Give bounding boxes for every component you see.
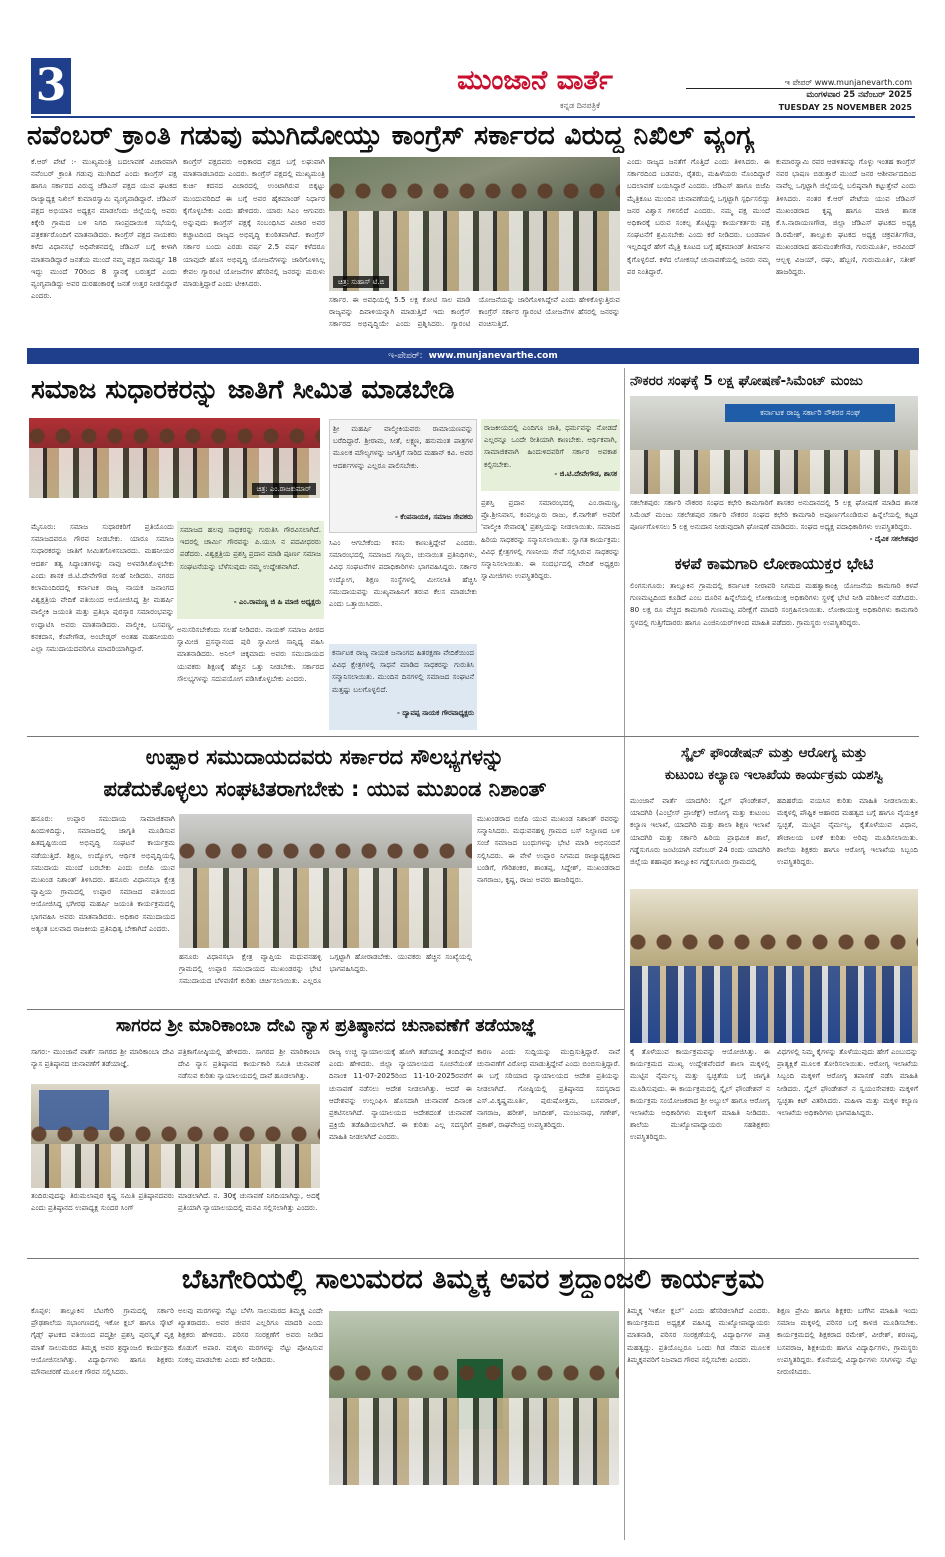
story3-headline: ನೌಕರರ ಸಂಘಕ್ಕೆ 5 ಲಕ್ಷ ಘೋಷಣೆ-ಸಿಮೆಂಟ್ ಮಂಜು bbox=[630, 373, 863, 389]
story6-col-bottom2: ವಿಧಗಳಲ್ಲಿ ನಿಮ್ಮ ಕೈಗಳನ್ನು ತೊಳೆಯುವುದು ಹೇಗೆ ಎಂಬುದನ್ನು ಪ್ರಾತ್ಯಕ್ಷಿಕೆ ಮೂಲಕ ತೋರಿಸಲಾಯಿತು. ಆರೋಗ್ಯ ಇಲಾಖೆಯ ಸಿಬ್ಬಂದಿ ಮಕ್ಕಳಿಗೆ ಆರೋಗ್ಯ ತಪಾಸಣೆ ನಡೆಸಿ ಮಾಹಿತಿ ನೀಡಿದರು. ಸ್ಕೈಲ್ ಫೌಂಡೇಶನ್ ನ ಸ್ವಯಂಸೇವಕರು ಮಕ್ಕಳಿಗೆ ಸ್ವಚ್ಛತಾ ಕಿಟ್ ವಿತರಿಸಿದರು. ಮಹಿಳಾ ಮತ್ತು ಮಕ್ಕಳ ಕಲ್ಯಾಣ ಇಲಾಖೆಯ ಅಧಿಕಾರಿಗಳು ಭಾಗವಹಿಸಿದ್ದರು. bbox=[777, 1047, 918, 1118]
story3-body: ಸಕಲೇಶಪುರ: ಸರ್ಕಾರಿ ನೌಕರರ ಸಂಘದ ಕಛೇರಿ ಕಾಮಗಾರಿಗೆ ಶಾಸಕರ ಅನುದಾನದಲ್ಲಿ 5 ಲಕ್ಷ ಘೋಷಣೆ ಮಾಡಿದ ಶಾಸಕ ಸಿಮೆಂಟ್ ಮಂಜು ಸಕಲೇಶಪುರ ಸರ್ಕಾರಿ ನೌಕರರ ಸಂಘದ ಕಛೇರಿ ಕಾಮಗಾರಿ ಅಪೂರ್ಣಗೊಂಡಿರುವ ಹಿನ್ನೆಲೆಯಲ್ಲಿ ಕಟ್ಟಡ ಪೂರ್ಣಗೊಳಿಸಲು 5 ಲಕ್ಷ ಅನುದಾನ ನೀಡುವುದಾಗಿ ಘೋಷಣೆ ಮಾಡಿದರು. ಸಂಘದ ಅಧ್ಯಕ್ಷ ಪದಾಧಿಕಾರಿಗಳು ಉಪಸ್ಥಿತರಿದ್ದರು. bbox=[630, 498, 918, 532]
story2-col3-quote-sig: - ಕೆಂಪನಾಯಕ, ಸಮಾಜ ಸೇವಕರು bbox=[394, 513, 473, 521]
story1-photo bbox=[329, 157, 620, 291]
story8-col4: ತಿಮ್ಮಕ್ಕ 'ಇಕೋ ಕ್ಲಬ್' ಎಂದು ಹೆಸರಿಡಲಾಗಿದೆ ಎಂದರು. ಕಾರ್ಯಕ್ರಮದ ಅಧ್ಯಕ್ಷತೆ ವಹಿಸಿದ್ದ ಮುಖ್ಯೋಪಾಧ್ಯಾಯರು ಮಾತನಾಡಿ, ಪರಿಸರ ಸಂರಕ್ಷಣೆಯಲ್ಲಿ ವಿದ್ಯಾರ್ಥಿಗಳ ಪಾತ್ರ ಮಹತ್ವದ್ದು. ಪ್ರತಿಯೊಬ್ಬರೂ ಒಂದು ಗಿಡ ನೆಡುವ ಮೂಲಕ ತಿಮ್ಮಕ್ಕನವರಿಗೆ ನಿಜವಾದ ಗೌರವ ಸಲ್ಲಿಸಬೇಕು ಎಂದರು. bbox=[627, 1306, 770, 1364]
story8-photo bbox=[329, 1311, 619, 1485]
story4-body: ಲಿಂಗಸುಗೂರು: ತಾಲ್ಲೂಕಿನ ಗ್ರಾಮದಲ್ಲಿ ಕರ್ನಾಟಕ ನೀರಾವರಿ ನಿಗಮದ ಮಹತ್ವಾಕಾಂಕ್ಷಿ ಯೋಜನೆಯ ಕಾಮಗಾರಿ ಕಳಪೆ ಗುಣಮಟ್ಟದಿಂದ ಕೂಡಿದೆ ಎಂಬ ದೂರಿನ ಹಿನ್ನೆಲೆಯಲ್ಲಿ ಲೋಕಾಯುಕ್ತ ಅಧಿಕಾರಿಗಳು ಸ್ಥಳಕ್ಕೆ ಭೇಟಿ ನೀಡಿ ಪರಿಶೀಲನೆ ನಡೆಸಿದರು. 80 ಲಕ್ಷ ರೂ ವೆಚ್ಚದ ಕಾಮಗಾರಿ ಗುಣಮಟ್ಟ ಪರೀಕ್ಷೆಗೆ ಮಾದರಿ ಸಂಗ್ರಹಿಸಲಾಯಿತು. ಲೋಕಾಯುಕ್ತ ಅಧಿಕಾರಿಗಳು ಕಾಮಗಾರಿ ಸ್ಥಳದಲ್ಲಿ ಗುತ್ತಿಗೆದಾರರು ಹಾಗೂ ಎಂಜಿನಿಯರ್‌ಗಳಿಂದ ಮಾಹಿತಿ ಪಡೆದರು. ಗ್ರಾಮಸ್ಥರು ಉಪಸ್ಥಿತರಿದ್ದರು. bbox=[630, 581, 918, 627]
story1-headline: ನವೆಂಬರ್ ಕ್ರಾಂತಿ ಗಡುವು ಮುಗಿದೋಯ್ತು ಕಾಂಗ್ರೆಸ್ ಸರ್ಕಾರದ ವಿರುದ್ದ ನಿಖಿಲ್ ವ್ಯಂಗ್ಯ bbox=[27, 120, 755, 151]
story2-col4-box-text: ರಾಜಕೀಯದಲ್ಲಿ ಎಂದಿಗೂ ಜಾತಿ, ಧರ್ಮವನ್ನು ನೋಡದೆ ಎಲ್ಲರನ್ನೂ ಒಂದೇ ರೀತಿಯಾಗಿ ಕಾಣಬೇಕು. ಆರ್ಥಿಕವಾಗಿ, ಸಾಮಾಜಿಕವಾಗಿ ಹಿಂದುಳಿದವರಿಗೆ ಸರ್ಕಾರ ಅವಕಾಶ ಕಲ್ಪಿಸಬೇಕು. bbox=[484, 423, 617, 469]
story6-photo bbox=[630, 889, 918, 1043]
paper-name: ಮುಂಜಾನೆ ವಾರ್ತೆ bbox=[457, 65, 613, 96]
story2-col4-box-sig: - ಜಿ.ಟಿ.ದೇವೇಗೌಡ, ಶಾಸಕ bbox=[554, 470, 617, 478]
date-english: TUESDAY 25 NOVEMBER 2025 bbox=[778, 103, 912, 112]
story7-col4: ಕಾರಣ ಎಂದು ಸುದ್ದಿಯನ್ನು ಮುದ್ರಿಸುತ್ತಿದ್ದಾರೆ. ನಾವೆ ಚುನಾವಣೆಗೆ ವಿರೋಧ ಮಾಡುತ್ತಿದ್ದೇವೆ ಎಂದು ಬಿಂಬಿಸುತ್ತಿದ್ದಾರೆ. ಈ ಬಗ್ಗೆ ಸರಿಯಾದ ನ್ಯಾಯಾಲಯದ ಆದೇಶ ಪ್ರತಿಯನ್ನು ನೀಡಲಾಗಿದೆ. ಗೋಷ್ಠಿಯಲ್ಲಿ ಪ್ರತಿಷ್ಠಾನದ ಸದಸ್ಯರಾದ ಎಸ್.ವಿ.ಕೃಷ್ಣಮೂರ್ತಿ, ಪುರುಷೋತ್ತಮ, ಬಸವರಾಜ್, ನಾಗರಾಜ, ಹರೀಶ್, ಜಗದೀಶ್, ಮಂಜುನಾಥ, ಗಣೇಶ್, ಪ್ರಕಾಶ್, ರಾಘವೇಂದ್ರ ಉಪಸ್ಥಿತರಿದ್ದರು. bbox=[477, 1047, 620, 1130]
story1-col4: ಎಂದು ರಾಜ್ಯದ ಜನತೆಗೆ ಗೊತ್ತಿದೆ ಎಂದು ತಿಳಿಸಿದರು. ಈ ಸರ್ಕಾರದಿಂದ ಬಡವರು, ರೈತರು, ಮಹಿಳೆಯರು ನೊಂದಿದ್ದಾರೆ ಬದಲಾವಣೆ ಬಯಸಿದ್ದಾರೆ ಎಂದರು. ಜೆಡಿಎಸ್ ಹಾಗೂ ಬಿಜೆಪಿ ಮೈತ್ರಿಕೂಟ ಮುಂದಿನ ಚುನಾವಣೆಯಲ್ಲಿ ಒಗ್ಗಟ್ಟಾಗಿ ಸ್ಪರ್ಧಿಸಲಿದ್ದು ಜನರ ವಿಶ್ವಾಸ ಗಳಿಸಲಿದೆ ಎಂದರು. ನಮ್ಮ ಪಕ್ಷ ಮುಂದೆ ಅಧಿಕಾರಕ್ಕೆ ಬರುವ ಸಂಕಲ್ಪ ತೊಟ್ಟಿದ್ದು ಕಾರ್ಯಕರ್ತರು ಪಕ್ಷ ಸಂಘಟನೆಗೆ ಶ್ರಮಿಸಬೇಕು ಎಂದು ಕರೆ ನೀಡಿದರು. ಬಂಡವಾಳ ಇಲ್ಲದಿದ್ದರೆ ಹೇಗೆ ಮೈತ್ರಿ ಕೂಟದ ಬಗ್ಗೆ ಹೈಕಮಾಂಡ್ ತೀರ್ಮಾನ ಕೈಗೊಳ್ಳಲಿದೆ. ಕಳೆದ ಲೋಕಸಭೆ ಚುನಾವಣೆಯಲ್ಲಿ ಜನರು ನಮ್ಮ ಪರ ನಿಂತಿದ್ದಾರೆ. bbox=[627, 157, 770, 276]
story5-col1: ಹನೂರು: ಉಪ್ಪಾರ ಸಮುದಾಯ ಸಾಮಾಜಿಕವಾಗಿ ಹಿಂದುಳಿದಿದ್ದು, ಸಮಾಜದಲ್ಲಿ ಜಾಗೃತಿ ಮೂಡಿಸುವ ಹಿತದೃಷ್ಟಿಯಿಂದ ಅಭಿವೃದ್ಧಿ ಸಂಘಟನೆ ಕಾರ್ಯಕ್ರಮ ನಡೆಯುತ್ತಿದೆ. ಶಿಕ್ಷಣ, ಉದ್ಯೋಗ, ಆರ್ಥಿಕ ಅಭಿವೃದ್ಧಿಯಲ್ಲಿ ಸಮುದಾಯ ಮುಂದೆ ಬರಬೇಕು ಎಂದು ಬಿಜೆಪಿ ಯುವ ಮುಖಂಡ ನಿಶಾಂತ್ ತಿಳಿಸಿದರು. ಹನೂರು ವಿಧಾನಸಭಾ ಕ್ಷೇತ್ರ ವ್ಯಾಪ್ತಿಯ ಗ್ರಾಮದಲ್ಲಿ ಉಪ್ಪಾರ ಸಮಾಜದ ವತಿಯಿಂದ ಆಯೋಜಿಸಿದ್ದ ಭಗೀರಥ ಮಹರ್ಷಿ ಜಯಂತಿ ಕಾರ್ಯಕ್ರಮದಲ್ಲಿ ಭಾಗವಹಿಸಿ ಅವರು ಮಾತನಾಡಿದರು. ಅಧಿಕಾರ ಸಮುದಾಯದ ಅತ್ಯಂತ ಬಲವಾದ ರಾಜಕೀಯ ಪ್ರತಿನಿಧಿತ್ವ ಬೇಕಾಗಿದೆ ಎಂದರು. bbox=[31, 814, 175, 933]
masthead-bottom-rule bbox=[31, 116, 915, 118]
page-number: 3 bbox=[35, 60, 67, 111]
eppaper-label: ಇ-ಪೇಪರ್: bbox=[388, 351, 423, 361]
story2-col2-box-text: ಸಮಾಜದ ಹಲವು ಸಾಧಕರನ್ನು ಗುರುತಿಸಿ ಗೌರವಿಸಲಾಗಿದೆ. ಇದರಲ್ಲಿ ಚಾರ್ಮಿ ಗೌರವನ್ನು ಪಿ.ಯುಸಿ ನ ಪದವೀಧರರು ಪಡೆದರು. ವಿಶ್ವಕ್ಷತ್ರಿಯ ಪ್ರಶಸ್ತಿ ಪ್ರದಾನ ಮಾಡಿ ಪೂರ್ಣ ಸಮಾಜ ಸಂಘಟನೆಯನ್ನು ಬೆಳೆಸುವುದು ನಮ್ಮ ಉದ್ದೇಶವಾಗಿದೆ. bbox=[180, 525, 321, 571]
story2-col2-box bbox=[177, 521, 324, 619]
story7-col2b: ಮಾಡಲಾಗಿದೆ. ನ. 30ಕ್ಕೆ ಚುನಾವಣೆ ನಿಗದಿಯಾಗಿದ್ದು, ಅದಕ್ಕೆ ಪ್ರತಿಯಾಗಿ ನ್ಯಾಯಾಲಯದಲ್ಲಿ ಮನವಿ ಸಲ್ಲಿಸಲಾಗಿತ್ತು ಎಂದರು. bbox=[178, 1191, 320, 1213]
story2-col3-text: ಸಿಎಂ ಆಗಬೇಕೆಂದು ಕನಸು ಕಾಣುತ್ತಿದ್ದೇವೆ ಎಂದರು. ಸಮಾರಂಭದಲ್ಲಿ ಸಮಾಜದ ಗಣ್ಯರು, ಚುನಾಯಿತ ಪ್ರತಿನಿಧಿಗಳು, ವಿವಿಧ ಸಂಘಟನೆಗಳ ಪದಾಧಿಕಾರಿಗಳು ಭಾಗವಹಿಸಿದ್ದರು. ಸರ್ಕಾರ ಉದ್ಯೋಗ, ಶಿಕ್ಷಣ ಸಂಸ್ಥೆಗಳಲ್ಲಿ ಮೀಸಲಾತಿ ಹೆಚ್ಚಿಸಿ ಸಮುದಾಯವನ್ನು ಮುಖ್ಯವಾಹಿನಿಗೆ ತರುವ ಕೆಲಸ ಮಾಡಬೇಕು ಎಂದು ಒತ್ತಾಯಿಸಿದರು. bbox=[329, 538, 477, 609]
eppaper-divider bbox=[27, 348, 919, 364]
paper-tagline: ಕನ್ನಡ ದಿನಪತ್ರಿಕೆ bbox=[559, 101, 600, 110]
story6-col1: ಮುಂಜಾನೆ ವಾರ್ತೆ ಯಾದಗಿರಿ: ಸ್ಕೈಲ್ ಫೌಂಡೇಶನ್, ಯಾದಗಿರಿ (ಎಂಬ್ರೇಸ್ ಪ್ರಾಜೆಕ್ಟ್) ಆರೋಗ್ಯ ಮತ್ತು ಕುಟುಂಬ ಕಲ್ಯಾಣ ಇಲಾಖೆ, ಯಾದಗಿರಿ ಮತ್ತು ಶಾಲಾ ಶಿಕ್ಷಣ ಇಲಾಖೆ ಯಾದಗಿರಿ ಮತ್ತು ಸರ್ಕಾರಿ ಹಿರಿಯ ಪ್ರಾಥಮಿಕ ಶಾಲೆ, ಗಡ್ಡೆಸುಗೂರು ಜಂಟಿಯಾಗಿ ನವೆಂಬರ್ 24 ರಂದು ಯಾದಗಿರಿ ಜಿಲ್ಲೆಯ ಶಹಾಪುರ ತಾಲ್ಲೂಕಿನ ಗಡ್ಡೆಸುಗೂರು ಗ್ರಾಮದಲ್ಲಿ bbox=[630, 796, 770, 867]
story7-photo bbox=[31, 1084, 320, 1188]
story1-col2: ಕಾಂಗ್ರೆಸ್ ಪಕ್ಷದವರು ಅಧಿಕಾರದ ಪಕ್ಷದ ಬಗ್ಗೆ ಲಘುವಾಗಿ ಮಾತನಾಡಬಾರದು ಎಂದರು. ಕಾಂಗ್ರೆಸ್ ಪಕ್ಷದಲ್ಲಿ ಮುಖ್ಯಮಂತ್ರಿ ಕುರ್ಚಿ ಕದನದ ವಿಚಾರದಲ್ಲಿ ಉಂಟಾಗಿರುವ ಬಿಕ್ಕಟ್ಟು ಮುಂದುವರಿದಿದೆ ಈ ಬಗ್ಗೆ ಅವರ ಹೈಕಮಾಂಡ್ ನಿರ್ಧಾರ ಕೈಗೊಳ್ಳಬೇಕು ಎಂದು ಹೇಳಿದರು. ಯಾರು ಸಿಎಂ ಆಗುವರು ಅನ್ನುವುದು ಕಾಂಗ್ರೆಸ್ ಪಕ್ಷಕ್ಕೆ ಸಂಬಂಧಿಸಿದ ವಿಚಾರ ಅವರ ಕಚ್ಚಾಟದಿಂದ ರಾಜ್ಯದ ಅಭಿವೃದ್ಧಿ ಕುಂಠಿತವಾಗಿದೆ. ಕಾಂಗ್ರೆಸ್ ಸರ್ಕಾರ ಬಂದು ಎರಡು ವರ್ಷ 2.5 ವರ್ಷ ಕಳೆದರೂ ಯಾವುದೇ ಹೊಸ ಅಭಿವೃದ್ಧಿ ಯೋಜನೆಗಳನ್ನು ಜಾರಿಗೊಳಿಸಿಲ್ಲ ಕೇವಲ ಗ್ಯಾರಂಟಿ ಯೋಜನೆಗಳ ಹೆಸರಿನಲ್ಲಿ ಜನರನ್ನು ಮರುಳು ಮಾಡುತ್ತಿದ್ದಾರೆ ಎಂದು ಟೀಕಿಸಿದರು. bbox=[183, 157, 325, 289]
story2-col2-text: ಅನುಸರಿಸಬೇಕೆಂದು ಸಲಹೆ ನೀಡಿದರು. ನಾಯಕ್ ಸಮಾಜ ಪೀಠದ ಸ್ವಾಮೀಜಿ ಪ್ರಸನ್ನಾನಂದ ಪುರಿ ಸ್ವಾಮೀಜಿ ಸಾನ್ನಿಧ್ಯ ವಹಿಸಿ ಮಾತನಾಡಿದರು. ಅನಿಲ್ ಚಿಕ್ಕಮಾದು ಅವರು ಸಮುದಾಯದ ಯುವಕರು ಶಿಕ್ಷಣಕ್ಕೆ ಹೆಚ್ಚಿನ ಒತ್ತು ನೀಡಬೇಕು. ಸರ್ಕಾರದ ಸೌಲಭ್ಯಗಳನ್ನು ಸದುಪಯೋಗ ಪಡಿಸಿಕೊಳ್ಳಬೇಕು ಎಂದರು. bbox=[177, 625, 324, 683]
story5-col4: ಮುಖಂಡರಾದ ಬಿಜೆಪಿ ಯುವ ಮುಖಂಡ ನಿಶಾಂತ್ ರವರನ್ನು ಸನ್ಮಾನಿಸಿದರು. ಮಧುವನಹಳ್ಳಿ ಗ್ರಾಮದ ಬಸ್ ನಿಲ್ದಾಣದ ಬಳಿ ಸಂಜೆ ಸಮಾಜದ ಬಂಧುಗಳನ್ನು ಭೇಟಿ ಮಾಡಿ ಅಭಿನಂದನೆ ಸಲ್ಲಿಸಿದರು. ಈ ವೇಳೆ ಉಪ್ಪಾರ ನಿಗಮದ ರಾಜ್ಯಾಧ್ಯಕ್ಷರಾದ ಬಂಡಿಗೆ, ಗೌರಿಶಂಕರ, ಶಾಂತಪ್ಪ, ಸಿದ್ದೇಶ್, ಮುಖಂಡರಾದ ನಾಗರಾಜು, ಕೃಷ್ಣ, ರಾಜು ಅವರು ಹಾಜರಿದ್ದರು. bbox=[477, 814, 620, 885]
story3-sig: - ದೈವಿಕ ಸಕಲೇಶಪುರ bbox=[869, 535, 918, 543]
story2-photo bbox=[29, 418, 320, 498]
eppaper-url[interactable]: www.munjanevarthe.com bbox=[428, 351, 558, 361]
story1-mid-text: ಸರ್ಕಾರ. ಈ ಅವಧಿಯಲ್ಲಿ 5.5 ಲಕ್ಷ ಕೋಟಿ ಸಾಲ ಮಾಡಿ ರಾಜ್ಯವನ್ನು ದಿವಾಳಿಯನ್ನಾಗಿ ಮಾಡುತ್ತಿದೆ ಇದು ಕಾಂಗ್ರೆಸ್ ಸರ್ಕಾರದ ಅಭಿವೃದ್ಧಿಯೇ ಎಂದು ಪ್ರಶ್ನಿಸಿದರು. ಗ್ಯಾರಂಟಿ ಯೋಜನೆಯನ್ನು ಜಾರಿಗೊಳಿಸಿದ್ದೇವೆ ಎಂದು ಹೇಳಿಕೊಳ್ಳುತ್ತಿರುವ ಕಾಂಗ್ರೆಸ್ ಸರ್ಕಾರ ಗ್ಯಾರಂಟಿ ಯೋಜನೆಗಳ ಹೆಸರಲ್ಲಿ ಜನರನ್ನು ವಂಚಿಸುತ್ತಿದೆ. bbox=[329, 295, 620, 329]
story6-col-bottom1: ಕೈ ತೊಳೆಯುವ ಕಾರ್ಯಕ್ರಮವನ್ನು ಆಯೋಜಿಸಿತ್ತು. ಈ ಕಾರ್ಯಕ್ರಮದ ಮುಖ್ಯ ಉದ್ದೇಶವೆಂದರೆ ಶಾಲಾ ಮಕ್ಕಳಲ್ಲಿ ಮುಟ್ಟಿನ ನೈರ್ಮಲ್ಯ ಮತ್ತು ಸ್ವಚ್ಛತೆಯ ಬಗ್ಗೆ ಜಾಗೃತಿ ಮೂಡಿಸುವುದು. ಈ ಕಾರ್ಯಕ್ರಮದಲ್ಲಿ ಸ್ಕೈಲ್ ಫೌಂಡೇಶನ್ ನ ಕಾರ್ಯಕ್ರಮ ಸಂಯೋಜಕರಾದ ಶ್ರೀ ಅಬ್ದುಲ್ ಹಾಗೂ ಆರೋಗ್ಯ ಇಲಾಖೆಯ ಅಧಿಕಾರಿಗಳು ಮಕ್ಕಳಿಗೆ ಮಾಹಿತಿ ನೀಡಿದರು. ಶಾಲೆಯ ಮುಖ್ಯೋಪಾಧ್ಯಾಯರು ಸಹಶಿಕ್ಷಕರು ಉಪಸ್ಥಿತರಿದ್ದರು. bbox=[630, 1047, 770, 1142]
story6-headline-line2: ಕುಟುಂಬ ಕಲ್ಯಾಣ ಇಲಾಖೆಯ ಕಾರ್ಯಕ್ರಮ ಯಶಸ್ವಿ bbox=[664, 767, 884, 783]
story5-headline-line2: ಪಡೆದುಕೊಳ್ಳಲು ಸಂಘಟಿತರಾಗಬೇಕು : ಯುವ ಮುಖಂಡ ನಿಶಾಂತ್ bbox=[103, 777, 547, 801]
page-number-badge bbox=[31, 58, 71, 114]
section-rule-1 bbox=[27, 736, 919, 737]
story5-photo-text: ಹನೂರು ವಿಧಾನಸಭಾ ಕ್ಷೇತ್ರ ವ್ಯಾಪ್ತಿಯ ಮಧುವನಹಳ್ಳಿ ಗ್ರಾಮದಲ್ಲಿ ಉಪ್ಪಾರ ಸಮುದಾಯದ ಮುಖಂಡರನ್ನು ಭೇಟಿ ಸಮುದಾಯದ ಬೆಳವಣಿಗೆ ಕುರಿತು ಚರ್ಚಿಸಲಾಯಿತು. ಎಲ್ಲರೂ ಒಗ್ಗಟ್ಟಾಗಿ ಹೋರಾಡಬೇಕು. ಯುವಕರು ಹೆಚ್ಚಿನ ಸಂಖ್ಯೆಯಲ್ಲಿ ಭಾಗವಹಿಸಿದ್ದರು. bbox=[179, 952, 472, 986]
story2-col3-quote-text: ಶ್ರೀ ಮಹರ್ಷಿ ವಾಲ್ಮೀಕಿಯವರು ರಾಮಾಯಣವನ್ನು ಬರೆದಿದ್ದಾರೆ. ಶ್ರೀರಾಮ, ಸೀತೆ, ಲಕ್ಷ್ಮಣ, ಹನುಮಂತ ಪಾತ್ರಗಳ ಮೂಲಕ ಮೌಲ್ಯಗಳನ್ನು ಜಗತ್ತಿಗೆ ಸಾರಿದ ಮಹಾನ್ ಕವಿ. ಅವರ ಆದರ್ಶಗಳನ್ನು ಎಲ್ಲರೂ ಪಾಲಿಸಬೇಕು. bbox=[333, 424, 473, 470]
story5-headline-line1: ಉಪ್ಪಾರ ಸಮುದಾಯದವರು ಸರ್ಕಾರದ ಸೌಲಭ್ಯಗಳನ್ನು bbox=[145, 745, 505, 769]
story8-col5: ಶಿಕ್ಷಣ ಪ್ರೇಮಿ ಹಾಗೂ ಶಿಕ್ಷಕರು ಬಗೆಗಿನ ಮಾಹಿತಿ ಇಂದು ಸಮಾಜ ಮಕ್ಕಳಲ್ಲಿ ಪರಿಸರ ಬಗ್ಗೆ ಕಾಳಜಿ ಮೂಡಿಸಬೇಕು. ಕಾರ್ಯಕ್ರಮದಲ್ಲಿ ಶಿಕ್ಷಕರಾದ ರಮೇಶ್, ವೀರೇಶ್, ಶರಣಪ್ಪ, ಬಸವರಾಜ, ಶಿಕ್ಷಕಿಯರು ಹಾಗೂ ವಿದ್ಯಾರ್ಥಿಗಳು, ಗ್ರಾಮಸ್ಥರು ಉಪಸ್ಥಿತರಿದ್ದರು. ಕೊನೆಯಲ್ಲಿ ವಿದ್ಯಾರ್ಥಿಗಳು ಸಸಿಗಳನ್ನು ನೆಟ್ಟು ನೀರುಣಿಸಿದರು. bbox=[777, 1306, 918, 1377]
column-rule-right bbox=[624, 368, 625, 1540]
story2-col3-box2-text: ಕರ್ನಾಟಕ ರಾಜ್ಯ ನಾಯಕ ಜನಾಂಗದ ಹಿತರಕ್ಷಣಾ ವೇದಿಕೆಯಿಂದ ವಿವಿಧ ಕ್ಷೇತ್ರಗಳಲ್ಲಿ ಸಾಧನೆ ಮಾಡಿದ ಸಾಧಕರನ್ನು ಗುರುತಿಸಿ ಸನ್ಮಾನಿಸಲಾಯಿತು. ಮುಂದಿನ ದಿನಗಳಲ್ಲಿ ಸಮಾಜದ ಸಂಘಟನೆ ಮತ್ತಷ್ಟು ಬಲಗೊಳ್ಳಲಿದೆ. bbox=[332, 648, 474, 694]
story1-photo-caption: ಚಿತ್ರ: ಸುಹಾಸ್ ಟಿ.ಬಿ bbox=[333, 276, 389, 288]
date-kannada: ಮಂಗಳವಾರ 25 ನವೆಂಬರ್ 2025 bbox=[806, 90, 912, 100]
story2-headline: ಸಮಾಜ ಸುಧಾರಕರನ್ನು ಜಾತಿಗೆ ಸೀಮಿತ ಮಾಡಬೇಡಿ bbox=[31, 375, 455, 405]
story8-col1: ಕೊಪ್ಪಳ: ತಾಲ್ಲೂಕಿನ ಬೆಟಗೇರಿ ಗ್ರಾಮದಲ್ಲಿ ಸರ್ಕಾರಿ ಪ್ರೌಢಶಾಲೆಯ ಸಭಾಂಗಣದಲ್ಲಿ ಇಕೋ ಕ್ಲಬ್ ಹಾಗೂ ಸ್ಕೌಟ್ ಗೈಡ್ಸ್ ಘಟಕದ ವತಿಯಿಂದ ಪದ್ಮಶ್ರೀ ಪ್ರಶಸ್ತಿ ಪುರಸ್ಕೃತೆ ವೃಕ್ಷ ಮಾತೆ ಸಾಲುಮರದ ತಿಮ್ಮಕ್ಕ ಅವರ ಶ್ರದ್ಧಾಂಜಲಿ ಕಾರ್ಯಕ್ರಮ ಆಯೋಜಿಸಲಾಗಿತ್ತು. ವಿದ್ಯಾರ್ಥಿಗಳು ಹಾಗೂ ಶಿಕ್ಷಕರು ಮೌನಾಚರಣೆ ಮೂಲಕ ಗೌರವ ಸಲ್ಲಿಸಿದರು. bbox=[31, 1306, 174, 1377]
story2-col3-quote bbox=[329, 419, 477, 533]
section-rule-2 bbox=[27, 1009, 624, 1010]
story2-col3-box2-sig: - ದ್ಯಾವಪ್ಪ ನಾಯಕ ಗೌರವಾಧ್ಯಕ್ಷರು bbox=[397, 709, 474, 717]
story7-col3: ರಾಜ್ಯ ಉಚ್ಚ ನ್ಯಾಯಾಲಯಕ್ಕೆ ಹೋಗಿ ತಡೆಯಾಜ್ಞೆ ತಂದಿದ್ದೇವೆ ಎಂದು ಹೇಳಿದರು. ಜಿಲ್ಲಾ ನ್ಯಾಯಾಲಯದ ಸೂಚನೆಯಂತೆ ದಿನಾಂಕ 11-07-2025ರಿಂದ 11-10-2025ರವರೆಗೆ ಚುನಾವಣೆ ನಡೆಸಲು ಆದೇಶ ನೀಡಲಾಗಿತ್ತು. ಆದರೆ ಈ ಆದೇಶವನ್ನು ಉಲ್ಲಂಘಿಸಿ ಹೊಸದಾಗಿ ಚುನಾವಣೆ ದಿನಾಂಕ ಪ್ರಕಟಿಸಲಾಗಿದೆ. ನ್ಯಾಯಾಲಯದ ಆದೇಶದಂತೆ ಚುನಾವಣೆ ಪ್ರಕ್ರಿಯೆ ತಡೆಹಿಡಿಯಲಾಗಿದೆ. ಈ ಕುರಿತು ಎಲ್ಲ ಸದಸ್ಯರಿಗೆ ಮಾಹಿತಿ ನೀಡಲಾಗಿದೆ ಎಂದರು. bbox=[329, 1047, 472, 1142]
story1-col5: ಕುಮಾರಸ್ವಾಮಿ ರವರ ಆಡಳಿತವನ್ನು ಗೊಳ್ಳು ಇಂತಹ ಕಾಂಗ್ರೆಸ್ ನವರ ಭಾಷಣ ಬಿಡುತ್ತಾರೆ ಮುಂದೆ ಜನರ ಆಶೀರ್ವಾದದಿಂದ ನಾವೆಲ್ಲ ಒಗ್ಗಟ್ಟಾಗಿ ಜಿಲ್ಲೆಯಲ್ಲಿ ಬಲಿಷ್ಠವಾಗಿ ಕಟ್ಟುತ್ತೇವೆ ಎಂದು ತಿಳಿಸಿದರು. ನಂತರ ಕೆ.ಆರ್ ಪೇಟೆಯ ಯುವ ಜೆಡಿಎಸ್ ಮುಖಂಡರಾದ ಕೃಷ್ಣ ಹಾಗೂ ಮಾಜಿ ಶಾಸಕ ಕೆ.ಸಿ.ನಾರಾಯಣಗೌಡ, ಜಿಲ್ಲಾ ಜೆಡಿಎಸ್ ಘಟಕದ ಅಧ್ಯಕ್ಷ ಡಿ.ರಮೇಶ್, ತಾಲ್ಲೂಕು ಘಟಕದ ಅಧ್ಯಕ್ಷ ಚಕ್ರವರ್ತಿಗೌಡ, ಮುಖಂಡರಾದ ಹನುಮಂತೇಗೌಡ, ಗುರುಮೂರ್ತಿ, ಅರವಿಂದ್ ಆಲ್ಬಳ್ಳಿ ವಿಜಯ್, ರಘು, ಹೆಬ್ಬಣಿ, ಗುರುಮೂರ್ತಿ, ಸತೀಶ್ ಹಾಜರಿದ್ದರು. bbox=[776, 157, 916, 276]
story3-photo bbox=[630, 396, 918, 494]
story6-col2: ಹದಿಹರೆಯ ವಯಸಿನ ಕುರಿತು ಮಾಹಿತಿ ನೀಡಲಾಯಿತು. ಮಕ್ಕಳಲ್ಲಿ ಪೌಷ್ಟಿಕ ಆಹಾರದ ಮಹತ್ವದ ಬಗ್ಗೆ ಹಾಗೂ ವೈಯಕ್ತಿಕ ಸ್ವಚ್ಛತೆ, ಮುಟ್ಟಿನ ನೈರ್ಮಲ್ಯ, ಕೈತೊಳೆಯುವ ವಿಧಾನ, ಶೌಚಾಲಯ ಬಳಕೆ ಕುರಿತು ಅರಿವು ಮೂಡಿಸಲಾಯಿತು. ಶಾಲೆಯ ಶಿಕ್ಷಕರು ಹಾಗೂ ಆರೋಗ್ಯ ಇಲಾಖೆಯ ಸಿಬ್ಬಂದಿ ಉಪಸ್ಥಿತರಿದ್ದರು. bbox=[777, 796, 918, 867]
story2-col2-box-sig: - ಎಂ.ರಾಮಣ್ಣ ಜಿ ಹಿ ಮಾಜಿ ಅಧ್ಯಕ್ಷರು bbox=[233, 598, 321, 606]
story7-col1b: ತಂದಿರುವುದನ್ನು ತಿರುಮಲಾಪುರ ಕೃಷ್ಣ ಸಮಿತಿ ಪ್ರತಿಷ್ಠಾನದವರು ಎಂದು ಪ್ರತಿಷ್ಠಾನದ ಉಪಾಧ್ಯಕ್ಷ ಸುಂದರ ಸಿಂಗ್ bbox=[31, 1191, 174, 1213]
story7-headline: ಸಾಗರದ ಶ್ರೀ ಮಾರಿಕಾಂಬಾ ದೇವಿ ನ್ಯಾಸ ಪ್ರತಿಷ್ಠಾನದ ಚುನಾವಣೆಗೆ ತಡೆಯಾಜ್ಞೆ bbox=[115, 1016, 537, 1036]
story8-col2: ಅಲವು ಮರಗಳನ್ನು ನೆಟ್ಟು ಬೆಳೆಸಿ ಸಾಲುಮರದ ತಿಮ್ಮಕ್ಕ ಎಂದೇ ಖ್ಯಾತರಾದರು. ಅವರ ಜೀವನ ಎಲ್ಲರಿಗೂ ಮಾದರಿ ಎಂದು ಶಿಕ್ಷಕರು ಹೇಳಿದರು. ಪರಿಸರ ಸಂರಕ್ಷಣೆಗೆ ಅವರು ನೀಡಿದ ಕೊಡುಗೆ ಅಪಾರ. ಮಕ್ಕಳು ಮರಗಳನ್ನು ನೆಟ್ಟು ಪೋಷಿಸುವ ಸಂಕಲ್ಪ ಮಾಡಬೇಕು ಎಂದು ಕರೆ ನೀಡಿದರು. bbox=[178, 1306, 323, 1364]
story3-banner: ಕರ್ನಾಟಕ ರಾಜ್ಯ ಸರ್ಕಾರಿ ನೌಕರರ ಸಂಘ bbox=[725, 404, 895, 422]
story2-col1: ಮೈಸೂರು: ಸಮಾಜ ಸುಧಾರಕರಿಗೆ ಪ್ರತಿಯೊಂದು ಸಮಾಜದವರೂ ಗೌರವ ನೀಡಬೇಕು. ಯಾರೂ ಸಮಾಜ ಸುಧಾರಕರನ್ನು ಜಾತಿಗೆ ಸೀಮಿತಗೊಳಿಸಬಾರದು. ಮಹನೀಯರ ಆದರ್ಶ ತತ್ವ ಸಿದ್ಧಾಂತಗಳನ್ನು ನಾವು ಅಳವಡಿಸಿಕೊಳ್ಳಬೇಕು ಎಂದು ಶಾಸಕ ಜಿ.ಟಿ.ದೇವೇಗೌಡ ಸಲಹೆ ನೀಡಿದರು. ನಗರದ ಕಲಾಮಂದಿರದಲ್ಲಿ ಕರ್ನಾಟಕ ರಾಜ್ಯ ನಾಯಕ ಜನಾಂಗದ ವಿಶ್ವಕ್ಷತ್ರಿಯ ವೇದಿಕೆ ವತಿಯಿಂದ ಆಯೋಜಿಸಿದ್ದ ಶ್ರೀ ಮಹರ್ಷಿ ವಾಲ್ಮೀಕಿ ಜಯಂತಿ ಮತ್ತು ಪ್ರತಿಭಾ ಪುರಸ್ಕಾರ ಸಮಾರಂಭವನ್ನು ಉದ್ಘಾಟಿಸಿ ಅವರು ಮಾತನಾಡಿದರು. ವಾಲ್ಮೀಕಿ, ಬಸವಣ್ಣ, ಕನಕದಾಸ, ಕೆಂಪೇಗೌಡ, ಅಂಬೇಡ್ಕರ್ ಅಂತಹ ಮಹನೀಯರು ಎಲ್ಲಾ ಸಮುದಾಯದವರಿಗೂ ಮಾದರಿಯಾಗಿದ್ದಾರೆ. bbox=[31, 522, 174, 654]
section-rule-3 bbox=[27, 1258, 919, 1259]
masthead-rule bbox=[686, 88, 912, 89]
story7-col2: ಪತ್ರಿಕಾಗೋಷ್ಠಿಯಲ್ಲಿ ಹೇಳಿದರು. ಸಾಗರದ ಶ್ರೀ ಮಾರಿಕಾಂಬಾ ದೇವಿ ನ್ಯಾಸ ಪ್ರತಿಷ್ಠಾನದ ಕಾರ್ಯಕಾರಿ ಸಮಿತಿ ಚುನಾವಣೆ ನಡೆಸುವ ಕುರಿತು ನ್ಯಾಯಾಲಯದಲ್ಲಿ ದಾವೆ ಹೂಡಲಾಗಿತ್ತು. bbox=[178, 1047, 320, 1080]
story6-headline-line1: ಸ್ಕೈಲ್ ಫೌಂಡೇಷನ್ ಮತ್ತು ಆರೋಗ್ಯ ಮತ್ತು bbox=[680, 745, 868, 761]
story2-col3-box2 bbox=[329, 644, 477, 730]
story2-col4-text: ಪ್ರಶಸ್ತಿ ಪ್ರದಾನ ಸಮಾರಂಭದಲ್ಲಿ ಎಂ.ರಾಮಣ್ಣ, ಪ್ರೊ.ಶ್ರೀನಿವಾಸ, ಕಂಪಲ್ಲೂರು ರಾಜು, ಕೆ.ನಾಗೇಶ್ ಅವರಿಗೆ 'ವಾಲ್ಮೀಕಿ ಸೇವಾರತ್ನ' ಪ್ರಶಸ್ತಿಯನ್ನು ನೀಡಲಾಯಿತು. ಸಮಾಜದ ಹಿರಿಯ ಸಾಧಕರನ್ನು ಸನ್ಮಾನಿಸಲಾಯಿತು. ಸ್ವಾಗತ ಕಾರ್ಯಕ್ರಮ: ವಿವಿಧ ಕ್ಷೇತ್ರಗಳಲ್ಲಿ ಗಣನೀಯ ಸೇವೆ ಸಲ್ಲಿಸಿರುವ ಸಾಧಕರನ್ನು ಸನ್ಮಾನಿಸಲಾಯಿತು. ಈ ಸಂದರ್ಭದಲ್ಲಿ ವೇದಿಕೆ ಅಧ್ಯಕ್ಷರು ಸ್ವಾಮೀಜಿಗಳು ಉಪಸ್ಥಿತರಿದ್ದರು. bbox=[481, 498, 620, 581]
story4-headline: ಕಳಪೆ ಕಾಮಗಾರಿ ಲೋಕಾಯುಕ್ತರ ಭೇಟಿ bbox=[674, 554, 874, 573]
story8-headline: ಬೆಟಗೇರಿಯಲ್ಲಿ ಸಾಲುಮರದ ತಿಮ್ಮಕ್ಕ ಅವರ ಶ್ರದ್ಧಾಂಜಲಿ ಕಾರ್ಯಕ್ರಮ bbox=[181, 1264, 765, 1295]
story2-photo-caption: ಚಿತ್ರ: ಎಂ.ರಾಜಕುಮಾರ್ bbox=[252, 483, 316, 495]
story2-col4-box bbox=[481, 419, 620, 491]
website-line: ಇ ಪೇಪರ್ www.munjanevarth.com bbox=[784, 78, 912, 87]
story7-col1: ಸಾಗರ:- ಮುಂಜಾನೆ ವಾರ್ತೆ ಸಾಗರದ ಶ್ರೀ ಮಾರಿಕಾಂಬಾ ದೇವಿ ನ್ಯಾಸ ಪ್ರತಿಷ್ಠಾನದ ಚುನಾವಣೆಗೆ ತಡೆಯಾಜ್ಞೆ. bbox=[31, 1047, 174, 1069]
story5-photo bbox=[179, 814, 472, 948]
story1-col1: ಕೆ.ಆರ್ ಪೇಟೆ :- ಮುಖ್ಯಮಂತ್ರಿ ಬದಲಾವಣೆ ವಿಚಾರವಾಗಿ ನವೆಂಬರ್ ಕ್ರಾಂತಿ ಗಡುವು ಮುಗಿದಿದೆ ಎಂದು ಕಾಂಗ್ರೆಸ್ ಪಕ್ಷ ಹಾಗೂ ಸರ್ಕಾರದ ವಿರುದ್ಧ ಜೆಡಿಎಸ್ ಪಕ್ಷದ ಯುವ ಘಟಕದ ರಾಜ್ಯಾಧ್ಯಕ್ಷ ನಿಖಿಲ್ ಕುಮಾರಸ್ವಾಮಿ ವ್ಯಂಗ್ಯವಾಡಿದ್ದಾರೆ. ಜೆಡಿಎಸ್ ಪಕ್ಷದ ಅಭಿಯಾನ ಅಧ್ಯಕ್ಷನ ಮಾಡಲೆಂದು ಜಿಲ್ಲೆಯಲ್ಲಿ ಅವರು ಕಿಕ್ಕೇರಿ ಗ್ರಾಮದ ಬಳಿ ನಿಗದಿ ಸಾಂಪ್ರದಾಯಿಕ ಸಭೆಯಲ್ಲಿ ಪತ್ರಕರ್ತರೊಂದಿಗೆ ಮಾತನಾಡಿದರು. ಕಾಂಗ್ರೆಸ್ ಪಕ್ಷದ ನಾಯಕರು ಕಳೆದ ವಿಧಾನಸಭೆ ಅಧಿವೇಶನದಲ್ಲಿ ಜೆಡಿಎಸ್ ಬಗ್ಗೆ ಕೀಳಾಗಿ ಮಾತನಾಡಿದ್ದಾರೆ ಜನತೆಯ ಮುಂದೆ ನಮ್ಮ ಪಕ್ಷದ ಸಾಮರ್ಥ್ಯ 18 ಇದ್ದು ಮುಂದೆ 70ರಿಂದ 8 ಸ್ಥಾನಕ್ಕೆ ಬರುತ್ತದೆ ಎಂದು ವ್ಯಂಗ್ಯವಾಡಿದ್ದು ಅವರ ದುರಹಂಕಾರಕ್ಕೆ ಜನತೆ ಉತ್ತರ ನೀಡಲಿದ್ದಾರೆ ಎಂದರು. bbox=[31, 157, 177, 301]
